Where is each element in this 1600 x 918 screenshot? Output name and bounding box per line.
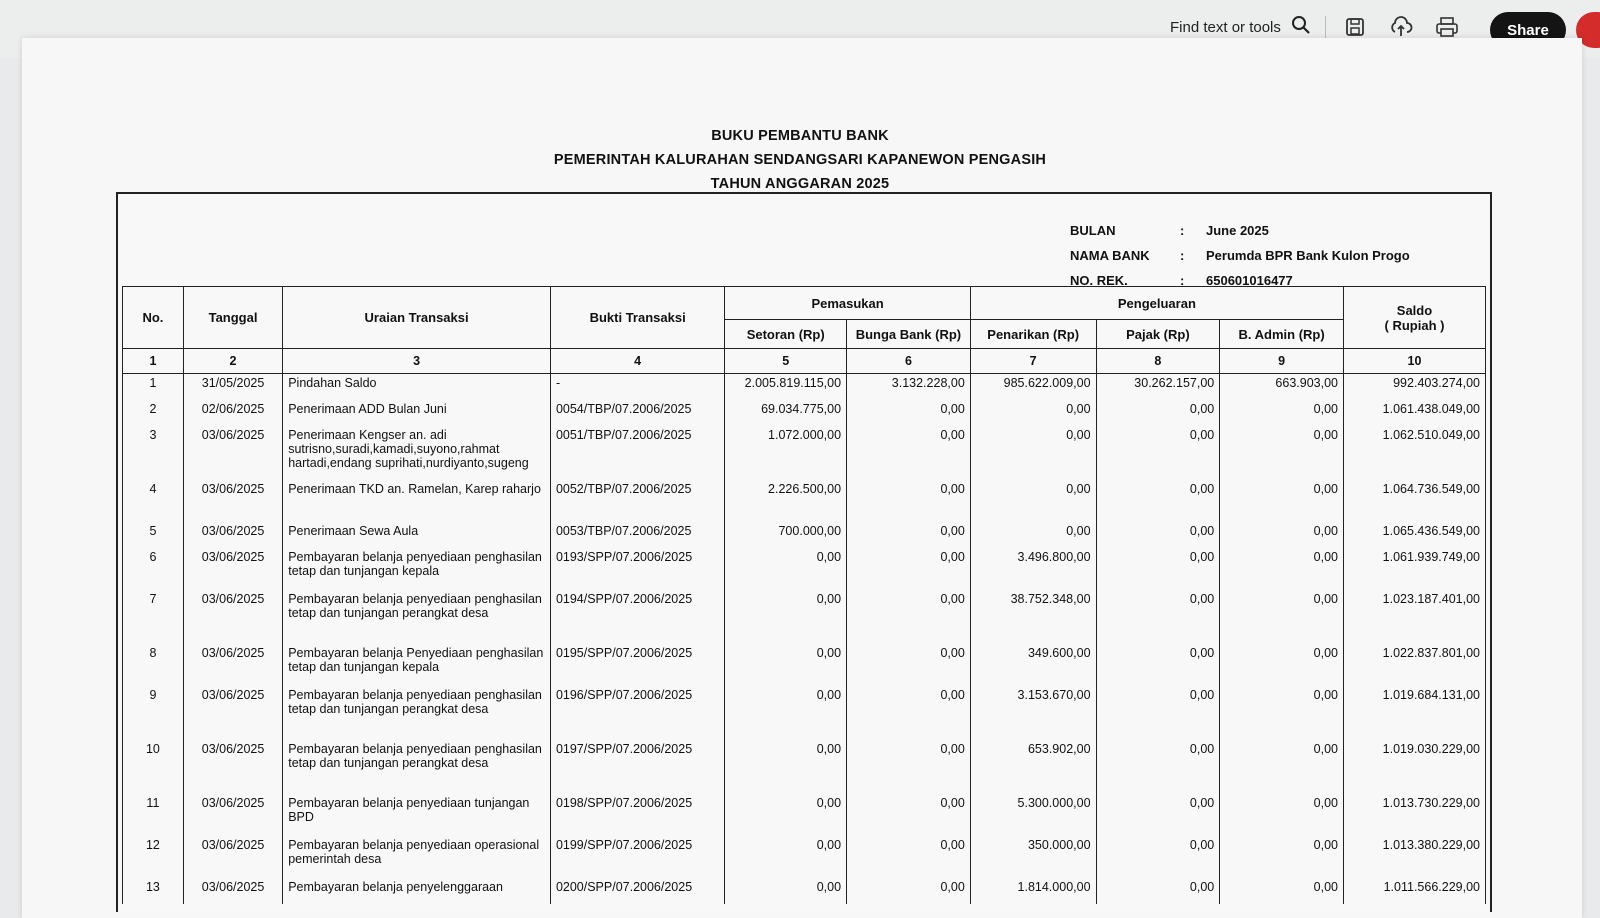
find-text-box[interactable] <box>1170 13 1311 41</box>
meta-account-number: NO. REK. : 650601016477 <box>1070 273 1293 288</box>
col-header-balance: Saldo ( Rupiah ) <box>1343 287 1485 349</box>
table-row: 10 03/06/2025 Pembayaran belanja penyediaan penghasilan tetap dan tunjangan perangkat desa 0197/SPP/07.2006/2025 0,00 0,00 653.902,00 0,00 0,00 1.019.030.229,00 <box>123 740 1486 794</box>
doc-subtitle-org: PEMERINTAH KALURAHAN SENDANGSARI KAPANEWON PENGASIH <box>553 152 1047 168</box>
col-header-withdrawal: Penarikan (Rp) <box>970 320 1096 349</box>
table-row: 11 03/06/2025 Pembayaran belanja penyediaan tunjangan BPD 0198/SPP/07.2006/2025 0,00 0,00 5.300.000,00 0,00 0,00 1.013.730.229,00 <box>123 794 1486 836</box>
table-row: 12 03/06/2025 Pembayaran belanja penyediaan operasional pemerintah desa 0199/SPP/07.2006/2025 0,00 0,00 350.000,00 0,00 0,00 1.013.380.229,00 <box>123 836 1486 878</box>
col-header-expense: Pengeluaran <box>970 287 1343 320</box>
col-header-admin-fee: B. Admin (Rp) <box>1220 320 1344 349</box>
save-icon[interactable] <box>1342 14 1368 40</box>
upload-cloud-icon[interactable] <box>1388 14 1414 40</box>
table-row: 3 03/06/2025 Penerimaan Kengser an. adi sutrisno,suradi,kamadi,suyono,rahmat hartadi,endang suprihati,nurdiyanto,sugeng 0051/TBP/07.2006/2025 1.072.000,00 0,00 0,00 0,00 0,00 1.062.510.049,00 <box>123 426 1486 480</box>
ledger-table <box>122 286 1486 904</box>
table-row: 8 03/06/2025 Pembayaran belanja Penyediaan penghasilan tetap dan tunjangan kepala 0195/SPP/07.2006/2025 0,00 0,00 349.600,00 0,00 0,00 1.022.837.801,00 <box>123 644 1486 686</box>
print-icon[interactable] <box>1434 14 1460 40</box>
account-meta <box>1070 218 1410 293</box>
table-row: 13 03/06/2025 Pembayaran belanja penyelenggaraan 0200/SPP/07.2006/2025 0,00 0,00 1.814.000,00 0,00 0,00 1.011.566.229,00 <box>123 878 1486 904</box>
table-row: 1 31/05/2025 Pindahan Saldo - 2.005.819.115,00 3.132.228,00 985.622.009,00 30.262.157,00 663.903,00 992.403.274,00 <box>123 374 1486 400</box>
table-row: 5 03/06/2025 Penerimaan Sewa Aula 0053/TBP/07.2006/2025 700.000,00 0,00 0,00 0,00 0,00 1.065.436.549,00 <box>123 522 1486 548</box>
find-text-label[interactable]: Find text or tools <box>1170 18 1281 36</box>
share-button[interactable]: Share <box>1490 12 1566 48</box>
search-icon[interactable] <box>1291 15 1311 39</box>
doc-title: BUKU PEMBANTU BANK <box>711 128 889 144</box>
meta-month: BULAN : June 2025 <box>1070 223 1269 238</box>
table-row: 4 03/06/2025 Penerimaan TKD an. Ramelan, Karep raharjo 0052/TBP/07.2006/2025 2.226.500,00 0,00 0,00 0,00 0,00 1.064.736.549,00 <box>123 480 1486 522</box>
col-header-no: No. <box>123 287 184 349</box>
table-row: 9 03/06/2025 Pembayaran belanja penyediaan penghasilan tetap dan tunjangan perangkat desa 0196/SPP/07.2006/2025 0,00 0,00 3.153.670,00 0,00 0,00 1.019.684.131,00 <box>123 686 1486 740</box>
meta-bank-name: NAMA BANK : Perumda BPR Bank Kulon Progo <box>1070 248 1410 263</box>
table-row: 6 03/06/2025 Pembayaran belanja penyediaan penghasilan tetap dan tunjangan kepala 0193/SPP/07.2006/2025 0,00 0,00 3.496.800,00 0,00 0,00 1.061.939.749,00 <box>123 548 1486 590</box>
col-header-receipt: Bukti Transaksi <box>550 287 724 349</box>
toolbar-divider <box>1325 16 1326 38</box>
col-header-deposit: Setoran (Rp) <box>725 320 847 349</box>
column-number-row: 1 2 3 4 5 6 7 8 9 10 <box>123 349 1486 374</box>
col-header-date: Tanggal <box>183 287 282 349</box>
col-header-interest: Bunga Bank (Rp) <box>847 320 971 349</box>
col-header-income: Pemasukan <box>725 287 970 320</box>
doc-subtitle-year: TAHUN ANGGARAN 2025 <box>710 176 890 192</box>
col-header-description: Uraian Transaksi <box>283 287 551 349</box>
table-row: 7 03/06/2025 Pembayaran belanja penyediaan penghasilan tetap dan tunjangan perangkat desa 0194/SPP/07.2006/2025 0,00 0,00 38.752.348,00 0,00 0,00 1.023.187.401,00 <box>123 590 1486 644</box>
col-header-tax: Pajak (Rp) <box>1096 320 1220 349</box>
table-row: 2 02/06/2025 Penerimaan ADD Bulan Juni 0054/TBP/07.2006/2025 69.034.775,00 0,00 0,00 0,00 0,00 1.061.438.049,00 <box>123 400 1486 426</box>
